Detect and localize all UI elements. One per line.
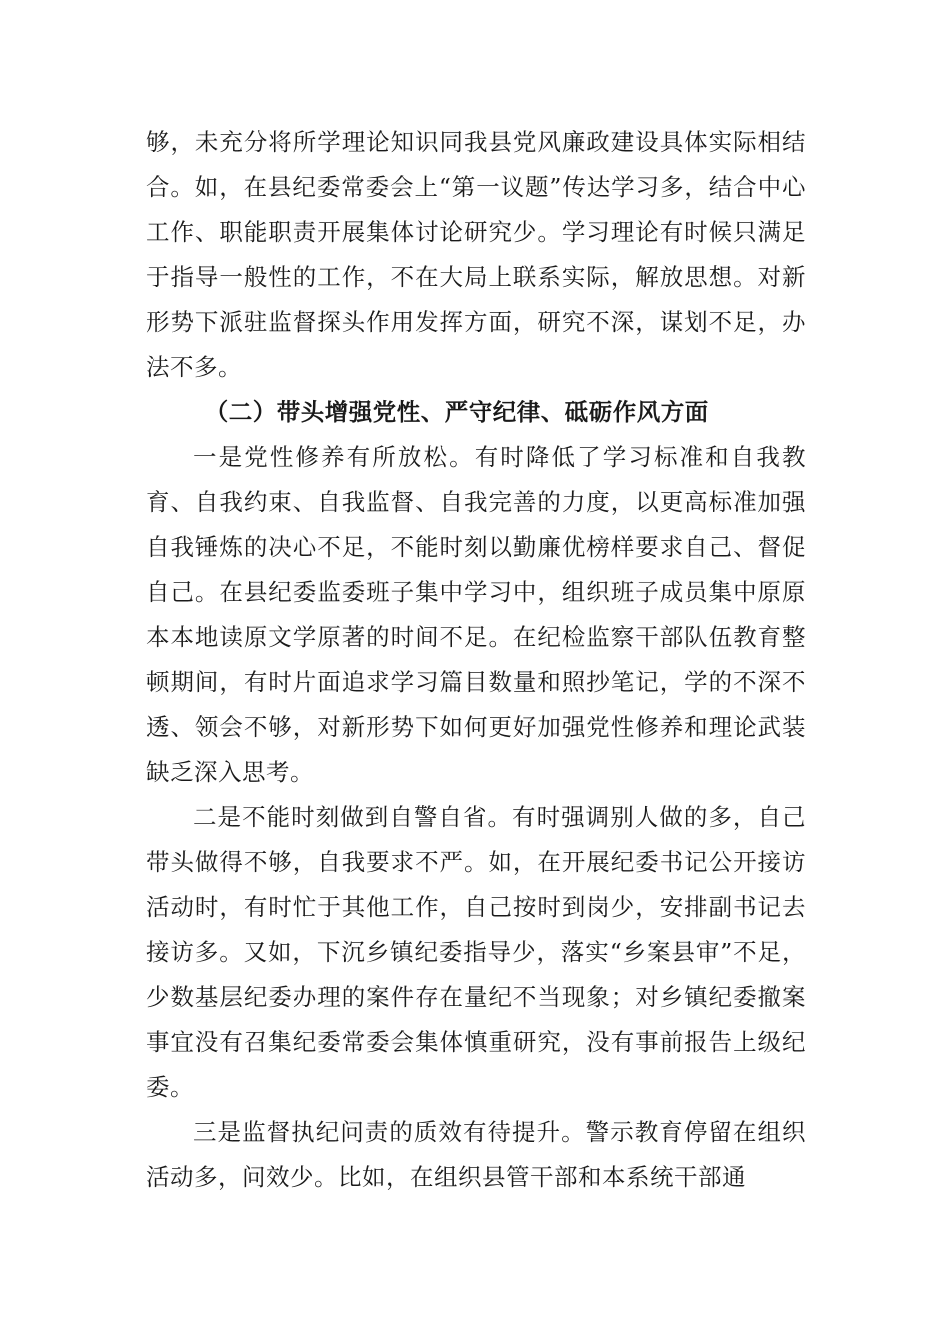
continuation-paragraph: 够，未充分将所学理论知识同我县党风廉政建设具体实际相结合。如，在县纪委常委会上“第一议题”传达学习多，结合中心工作、职能职责开展集体讨论研究少。学习理论有时候只满足于指导一般性的工作，不在大局上联系实际，解放思想。对新形势下派驻监督探头作用发挥方面，研究不深，谋划不足，办法不多。 bbox=[146, 128, 806, 381]
body-paragraph-3: 三是监督执纪问责的质效有待提升。警示教育停留在组织活动多，问效少。比如，在组织县管干部和本系统干部通 bbox=[146, 1118, 806, 1191]
body-paragraph-1: 一是党性修养有所放松。有时降低了学习标准和自我教育、自我约束、自我监督、自我完善的力度，以更高标准加强自我锤炼的决心不足，不能时刻以勤廉优榜样要求自己、督促自己。在县纪委监委班子集中学习中，组织班子成员集中原原本本地读原文学原著的时间不足。在纪检监察干部队伍教育整顿期间，有时片面追求学习篇目数量和照抄笔记，学的不深不透、领会不够，对新形势下如何更好加强党性修养和理论武装缺乏深入思考。 bbox=[146, 443, 806, 786]
body-paragraph-2: 二是不能时刻做到自警自省。有时强调别人做的多，自己带头做得不够，自我要求不严。如，在开展纪委书记公开接访活动时，有时忙于其他工作，自己按时到岗少，安排副书记去接访多。又如，下沉乡镇纪委指导少，落实“乡案县审”不足，少数基层纪委办理的案件存在量纪不当现象；对乡镇纪委撤案事宜没有召集纪委常委会集体慎重研究，没有事前报告上级纪委。 bbox=[146, 803, 806, 1101]
section-heading: （二）带头增强党性、严守纪律、砥砺作风方面 bbox=[204, 398, 709, 426]
document-body bbox=[146, 120, 806, 1200]
